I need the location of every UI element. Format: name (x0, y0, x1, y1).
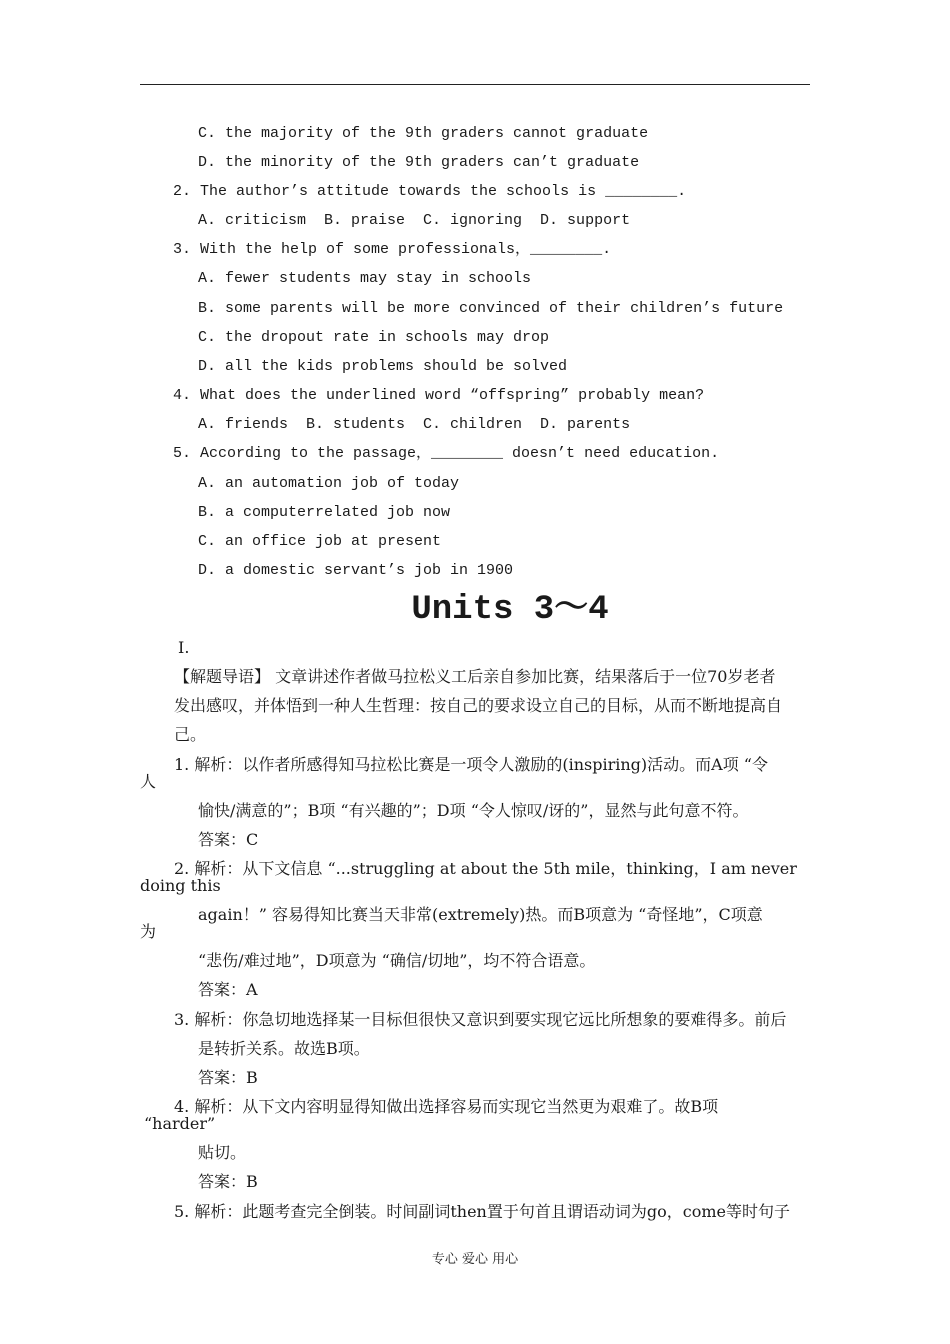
answer-1-line-1: 1. 解析：以作者所感得知马拉松比赛是一项令人激励的(inspiring)活动。而A项 “令 (174, 755, 768, 774)
q2-options: A. criticism B. praise C. ignoring D. support (198, 212, 631, 229)
q5-option-c: C. an office job at present (198, 533, 442, 550)
q2-stem: 2. The author’s attitude towards the schools is ________. (173, 183, 687, 200)
header-rule (140, 84, 810, 85)
answer-1-answer: 答案：C (198, 830, 259, 849)
q5-option-d: D. a domestic servant’s job in 1900 (198, 562, 514, 579)
q3-option-a: A. fewer students may stay in schools (198, 270, 532, 287)
answer-1-wrap: 人 (140, 772, 157, 791)
answer-4-answer: 答案：B (198, 1172, 258, 1191)
answer-3-line-2: 是转折关系。故选B项。 (198, 1039, 370, 1058)
answer-4-wrap: “harder” (144, 1114, 216, 1133)
answer-2-wrap: doing this (140, 876, 221, 895)
guide-line-2: 发出感叹，并体悟到一种人生哲理：按自己的要求设立自己的目标，从而不断地提高自 (174, 696, 783, 715)
page-footer: 专心 爱心 用心 (431, 1252, 519, 1267)
q1-option-c: C. the majority of the 9th graders cannot graduate (198, 125, 649, 142)
q1-option-d: D. the minority of the 9th graders can’t graduate (198, 154, 640, 171)
answer-2-line-1: 2. 解析：从下文信息 “...struggling at about the 5th mile，thinking，I am never (174, 859, 797, 878)
section-roman-number: Ⅰ. (178, 638, 190, 657)
guide-line-1: 【解题导语】 文章讲述作者做马拉松义工后亲自参加比赛，结果落后于一位70岁老者 (174, 667, 776, 686)
answer-3-line-1: 3. 解析：你急切地选择某一目标但很快又意识到要实现它远比所想象的要难得多。前后 (174, 1010, 787, 1029)
q5-option-b: B. a computerrelated job now (198, 504, 451, 521)
section-title: Units 3～4 (411, 591, 609, 629)
answer-5-line-1: 5. 解析：此题考查完全倒装。时间副词then置于句首且谓语动词为go，come等时句子 (174, 1202, 790, 1221)
q3-option-d: D. all the kids problems should be solved (198, 358, 568, 375)
q3-stem: 3. With the help of some professionals，________. (173, 241, 612, 258)
q4-stem: 4. What does the underlined word “offspring” probably mean? (173, 387, 705, 404)
q4-options: A. friends B. students C. children D. parents (198, 416, 631, 433)
answer-4-line-2: 贴切。 (198, 1143, 247, 1162)
q3-option-c: C. the dropout rate in schools may drop (198, 329, 550, 346)
answer-2-line-2: again！” 容易得知比赛当天非常(extremely)热。而B项意为 “奇怪地”，C项意 (198, 905, 763, 924)
answer-2-answer: 答案：A (198, 980, 258, 999)
guide-line-3: 己。 (174, 725, 207, 744)
answer-4-line-1: 4. 解析：从下文内容明显得知做出选择容易而实现它当然更为艰难了。故B项 (174, 1097, 719, 1116)
answer-1-line-2: 愉快/满意的”；B项 “有兴趣的”；D项 “令人惊叹/讶的”，显然与此句意不符。 (198, 801, 749, 820)
q5-option-a: A. an automation job of today (198, 475, 460, 492)
q3-option-b: B. some parents will be more convinced of their children’s future (198, 300, 784, 317)
answer-3-answer: 答案：B (198, 1068, 258, 1087)
answer-2-line-3: “悲伤/难过地”，D项意为 “确信/切地”，均不符合语意。 (198, 951, 596, 970)
q5-stem: 5. According to the passage，________ doesn’t need education. (173, 445, 720, 462)
answer-2-wrap-2: 为 (140, 922, 157, 941)
